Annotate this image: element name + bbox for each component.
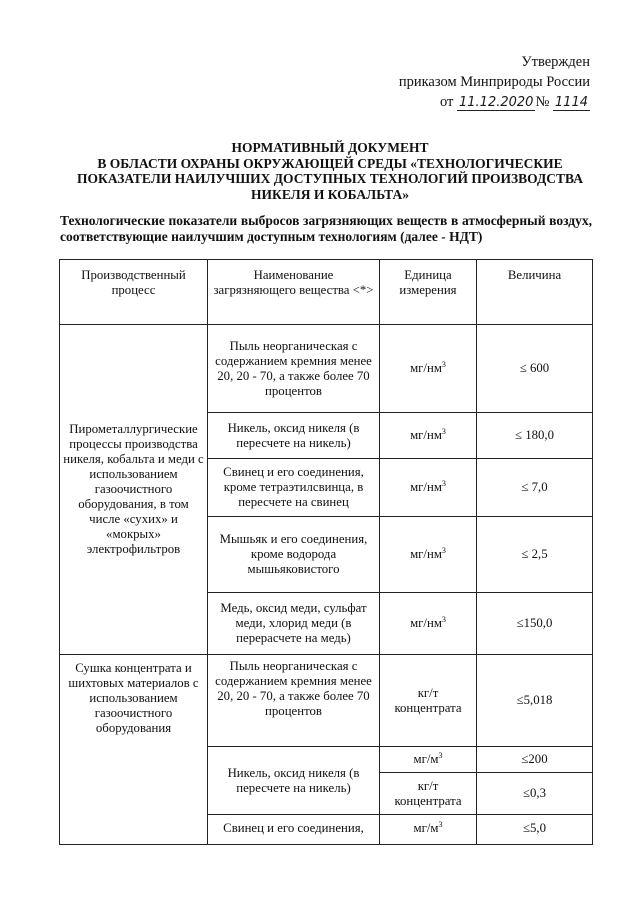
emissions-table	[59, 259, 593, 845]
unit-cell: кг/т концентрата	[380, 773, 477, 815]
header-process: Производственный процесс	[60, 260, 208, 325]
substance-cell: Свинец и его соединения,	[208, 815, 380, 845]
substance-cell: Пыль неорганическая с содержанием кремния менее 20, 20 - 70, а также более 70 процентов	[208, 325, 380, 413]
approval-date-line	[399, 92, 590, 113]
table-header-row	[60, 260, 593, 325]
unit-cell	[380, 413, 477, 459]
value-cell: ≤200	[477, 747, 593, 773]
unit-superscript: 3	[441, 615, 446, 624]
header-value: Величина	[477, 260, 593, 325]
title-line-4: НИКЕЛЯ И КОБАЛЬТА»	[251, 186, 409, 202]
value-cell: ≤5,0	[477, 815, 593, 845]
substance-cell: Никель, оксид никеля (в пересчете на никель)	[208, 413, 380, 459]
title-line-2: В ОБЛАСТИ ОХРАНЫ ОКРУЖАЮЩЕЙ СРЕДЫ «ТЕХНОЛОГИЧЕСКИЕ	[97, 155, 563, 171]
approval-line-1: Утвержден	[521, 54, 590, 70]
substance-cell: Никель, оксид никеля (в пересчете на никель)	[208, 747, 380, 815]
unit-cell: кг/т концентрата	[380, 655, 477, 747]
unit-cell	[380, 747, 477, 773]
document-title	[70, 140, 590, 202]
table-row	[60, 655, 593, 747]
date-prefix: от	[439, 94, 454, 110]
value-cell: ≤0,3	[477, 773, 593, 815]
number-prefix: №	[535, 94, 550, 110]
approval-line-2: приказом Минприроды России	[398, 74, 590, 90]
unit-text: мг/нм	[410, 616, 442, 630]
unit-cell	[380, 517, 477, 593]
unit-text: мг/нм	[410, 480, 442, 494]
handwritten-date: 11.12.2020	[459, 95, 534, 110]
value-cell: ≤150,0	[477, 593, 593, 655]
unit-text: мг/м	[413, 752, 439, 766]
unit-superscript: 3	[438, 820, 443, 829]
process-cell: Сушка концентрата и шихтовых материалов с использованием газоочистного оборудования	[60, 655, 208, 845]
substance-cell: Пыль неорганическая с содержанием кремния менее 20, 20 - 70, а также более 70 процентов	[208, 655, 380, 747]
unit-cell	[380, 815, 477, 845]
unit-superscript: 3	[438, 751, 443, 760]
value-cell: ≤ 600	[477, 325, 593, 413]
header-substance: Наименование загрязняющего вещества <*>	[208, 260, 380, 325]
title-line-3: ПОКАЗАТЕЛИ НАИЛУЧШИХ ДОСТУПНЫХ ТЕХНОЛОГИЙ ПРОИЗВОДСТВА	[77, 171, 583, 186]
table-row	[60, 325, 593, 413]
substance-cell: Медь, оксид меди, сульфат меди, хлорид меди (в перерасчете на медь)	[208, 593, 380, 655]
substance-cell: Мышьяк и его соединения, кроме водорода мышьяковистого	[208, 517, 380, 593]
handwritten-number: 1114	[554, 95, 588, 110]
value-cell: ≤ 180,0	[477, 413, 593, 459]
value-cell: ≤5,018	[477, 655, 593, 747]
unit-cell	[380, 459, 477, 517]
unit-text: мг/нм	[410, 547, 442, 561]
unit-superscript: 3	[441, 427, 446, 436]
unit-superscript: 3	[441, 479, 446, 488]
title-line-1: НОРМАТИВНЫЙ ДОКУМЕНТ	[231, 140, 429, 155]
unit-text: мг/нм	[410, 428, 442, 442]
unit-cell	[380, 593, 477, 655]
value-cell: ≤ 7,0	[477, 459, 593, 517]
value-cell: ≤ 2,5	[477, 517, 593, 593]
unit-cell	[380, 325, 477, 413]
unit-superscript: 3	[441, 546, 446, 555]
substance-cell: Свинец и его соединения, кроме тетраэтилсвинца, в пересчете на свинец	[208, 459, 380, 517]
header-unit: Единица измерения	[380, 260, 477, 325]
unit-superscript: 3	[441, 360, 446, 369]
table-subtitle: Технологические показатели выбросов загрязняющих веществ в атмосферный воздух, соответствующие наилучшим доступным технологиям (далее - НДТ)	[60, 213, 592, 244]
unit-text: мг/м	[413, 821, 439, 835]
unit-text: мг/нм	[410, 361, 442, 375]
process-cell: Пирометаллургические процессы производства никеля, кобальта и меди с использованием газоочистного оборудования, в том числе «сухих» и «мокрых» электрофильтров	[60, 325, 208, 655]
approval-block	[399, 52, 590, 113]
